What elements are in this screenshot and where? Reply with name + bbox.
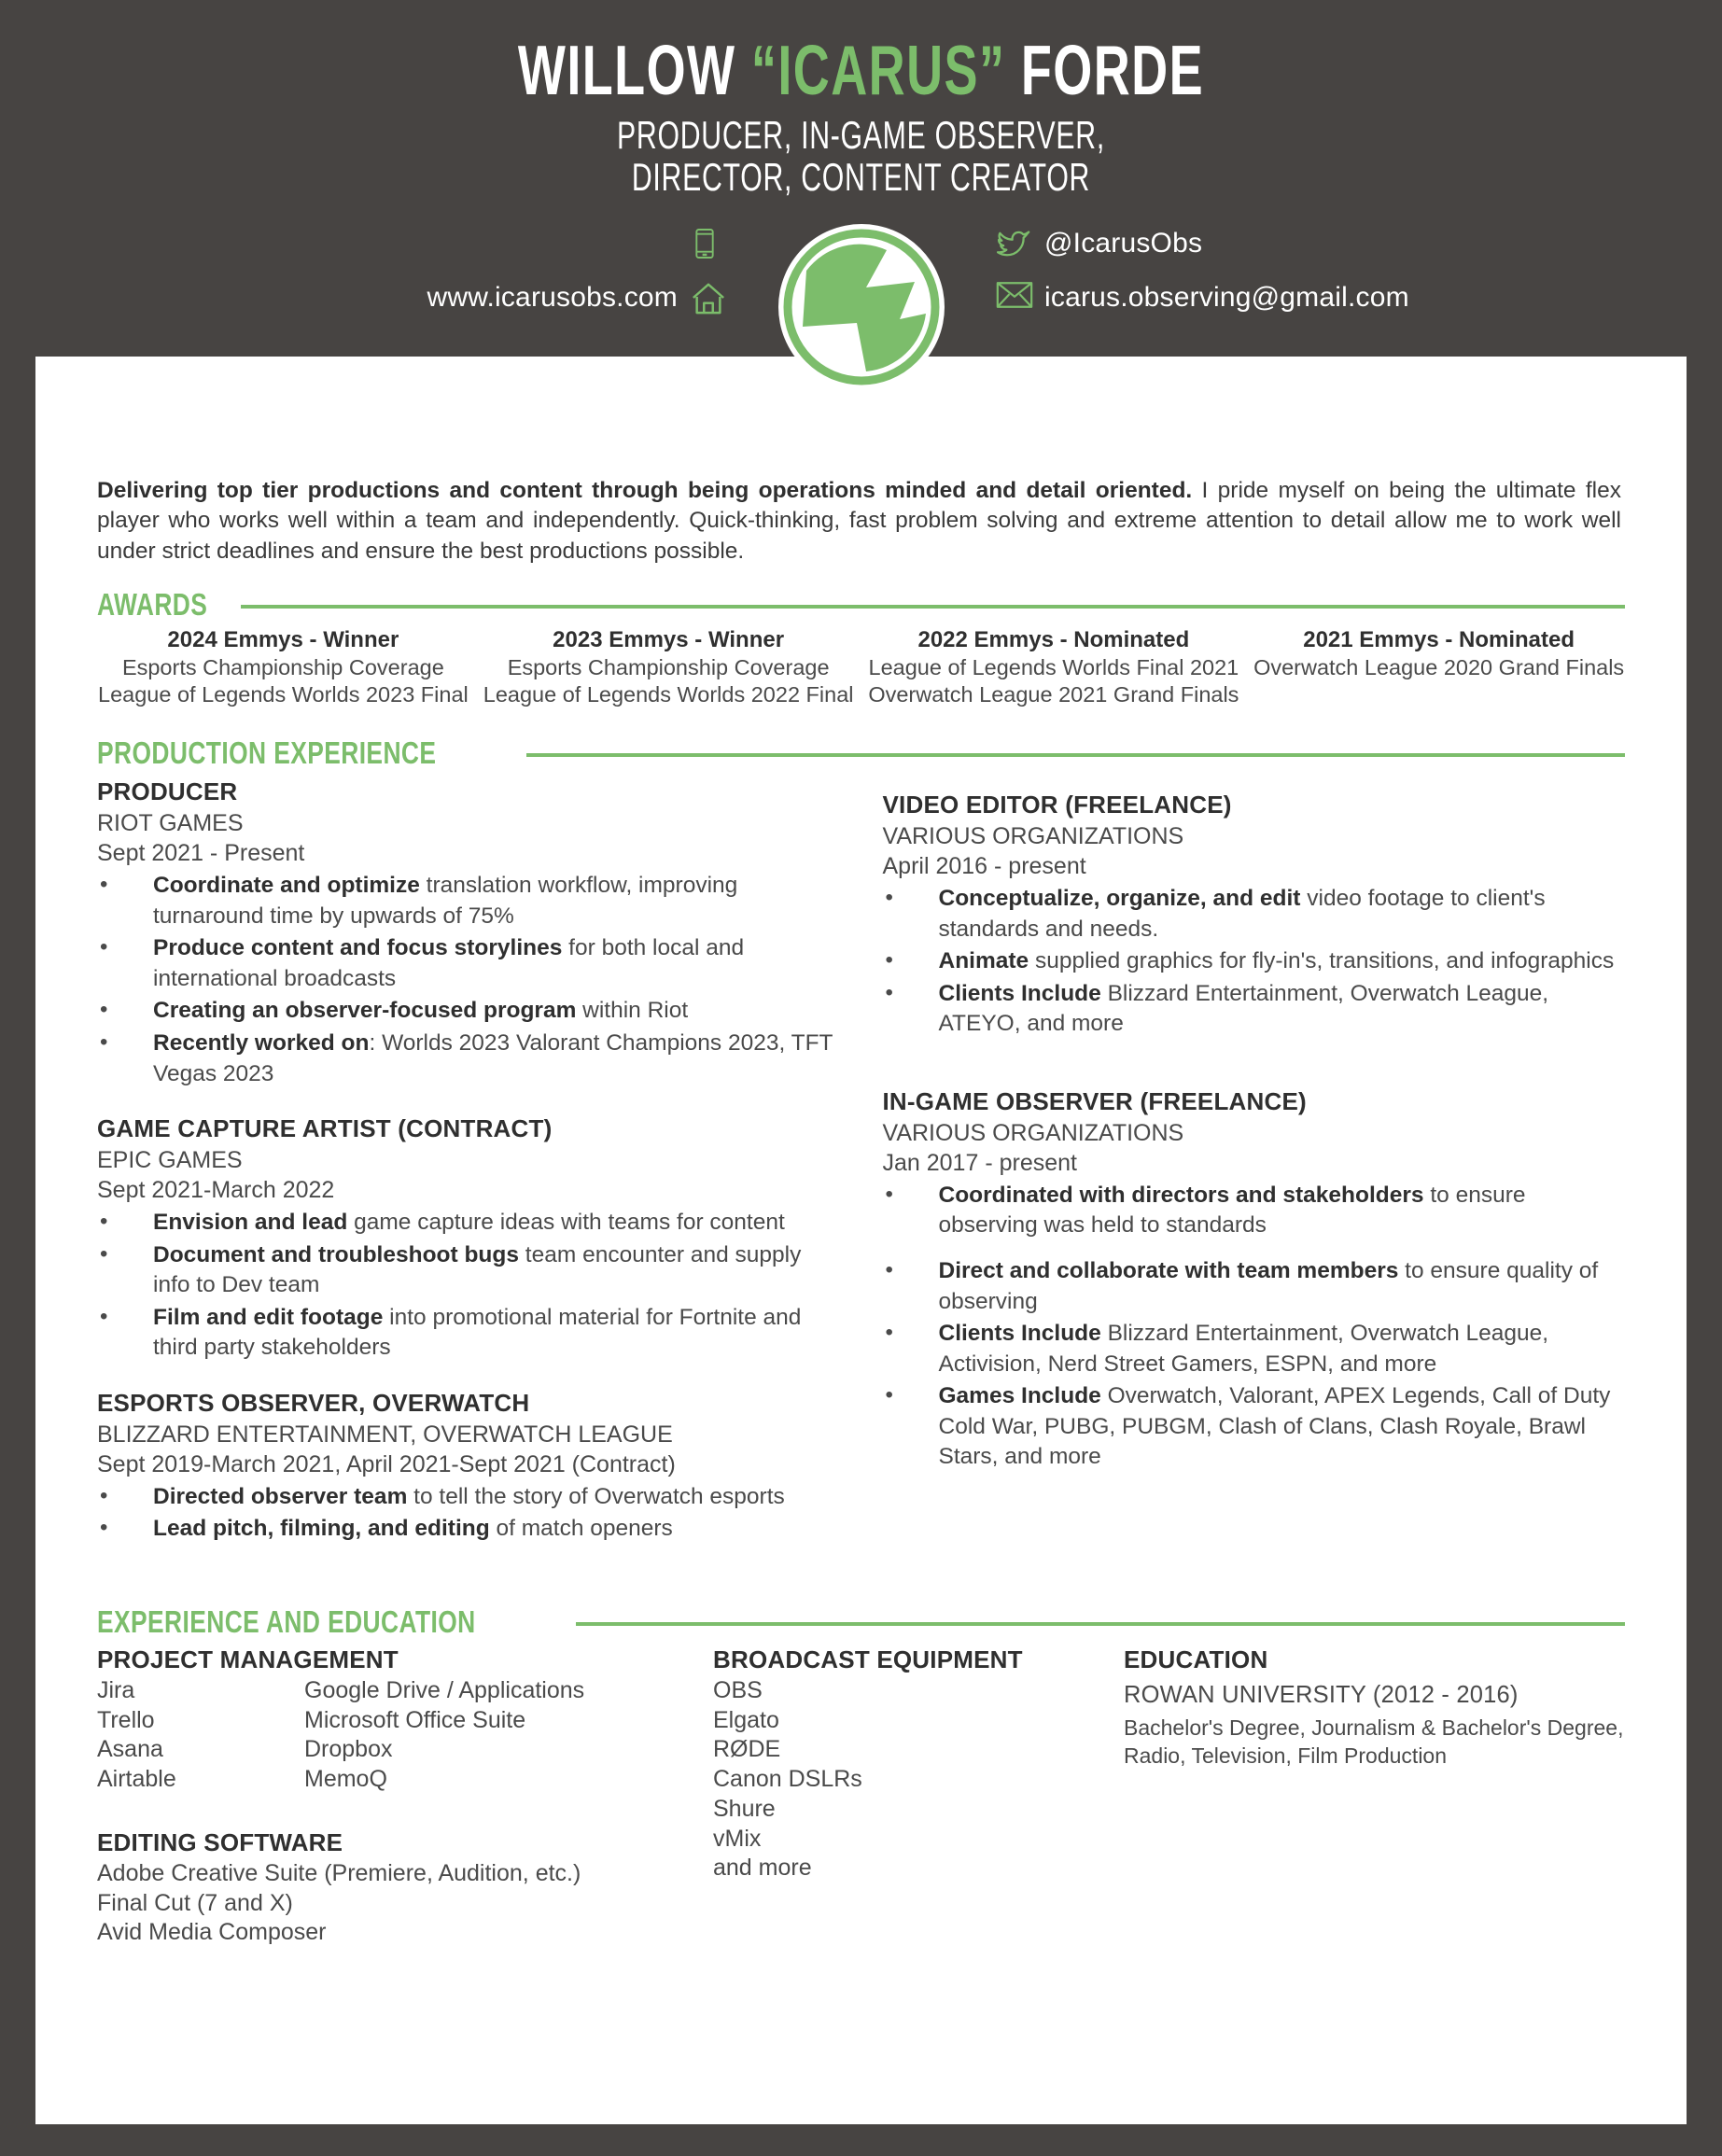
award-title: 2024 Emmys - Winner (167, 626, 399, 652)
award-item (483, 626, 855, 707)
job-entry (97, 777, 840, 1089)
bullet-text: Blizzard Entertainment, Overwatch League, Activision, Nerd Street Gamers, ESPN, and more (938, 1321, 1549, 1377)
section-header-production-experience (97, 735, 1625, 771)
page-title (267, 31, 1456, 109)
skill-item: Airtable (97, 1766, 176, 1793)
experience-column-right (883, 777, 1626, 1568)
bullet-text: supplied graphics for fly-in's, transitions, and infographics (1029, 948, 1615, 974)
education-title: EDUCATION (1124, 1645, 1268, 1673)
job-dates: Sept 2019-March 2021, April 2021-Sept 2021 (Contract) (97, 1450, 676, 1477)
bullet-bold: Coordinated with directors and stakeholders (938, 1182, 1424, 1208)
email-row[interactable] (996, 271, 1409, 325)
awards-list (97, 626, 1625, 707)
bullet-bold: Clients Include (938, 980, 1101, 1006)
job-bullets (97, 871, 840, 1089)
twitter-row[interactable] (996, 217, 1202, 271)
education-degrees: Bachelor's Degree, Journalism & Bachelor's Degree, Radio, Television, Film Production (1124, 1715, 1624, 1769)
bullet-item (883, 1256, 1626, 1317)
phone-row (691, 217, 726, 271)
bullet-text: game capture ideas with teams for content (347, 1209, 785, 1235)
bullet-bold: Games Include (938, 1383, 1101, 1409)
resume-header (35, 0, 1687, 357)
pm-column-2 (304, 1676, 584, 1795)
summary-paragraph (97, 383, 1625, 567)
skills-education-columns (97, 1644, 1625, 1948)
bullet-item (97, 1514, 840, 1545)
logo (777, 222, 946, 392)
twitter-handle-text[interactable]: @IcarusObs (1044, 228, 1203, 259)
bullet-item (883, 979, 1626, 1040)
job-role: PRODUCER (97, 777, 238, 806)
bullet-bold: Clients Include (938, 1321, 1101, 1347)
section-rule (526, 753, 1625, 757)
bullet-text: to ensure observing was held to standards (938, 1182, 1526, 1239)
job-org: VARIOUS ORGANIZATIONS (882, 823, 1184, 850)
section-header-experience-education (97, 1604, 1625, 1640)
home-icon (691, 279, 726, 316)
award-item (868, 626, 1240, 707)
bullet-item (883, 1181, 1626, 1241)
name-alias: “ICARUS” (750, 31, 1006, 109)
bullet-text: to ensure quality of observing (938, 1257, 1599, 1314)
bullet-item (97, 1240, 840, 1301)
name-first: WILLOW (517, 31, 751, 109)
skill-item: Jira (97, 1676, 135, 1703)
job-org: RIOT GAMES (97, 810, 244, 837)
envelope-icon (996, 279, 1031, 316)
section-header-awards (97, 587, 1625, 623)
editing-software-list (97, 1859, 713, 1948)
skill-item: Trello (97, 1706, 155, 1733)
bullet-item (97, 1029, 840, 1089)
broadcast-equipment-block (713, 1644, 1124, 1948)
name-last: FORDE (1005, 31, 1205, 109)
award-description: Esports Championship Coverage League of Legends Worlds 2023 Final (98, 654, 469, 707)
job-entry (883, 1086, 1626, 1473)
bullet-bold: Directed observer team (153, 1483, 408, 1509)
bullet-text: video footage to client's standards and needs. (938, 886, 1546, 942)
bullet-text: within Riot (576, 998, 689, 1024)
experience-columns (97, 777, 1625, 1568)
contact-column-right (996, 217, 1593, 325)
award-item (97, 626, 469, 707)
editing-software-title: EDITING SOFTWARE (97, 1827, 343, 1856)
skill-item: vMix (713, 1825, 762, 1852)
bullet-text: into promotional material for Fortnite and third party stakeholders (153, 1304, 802, 1361)
skill-item: Google Drive / Applications (304, 1676, 585, 1703)
bullet-bold: Lead pitch, filming, and editing (153, 1516, 490, 1542)
award-description: Overwatch League 2020 Grand Finals (1253, 654, 1625, 679)
bullet-item (97, 1208, 840, 1239)
bullet-text: for both local and international broadcasts (153, 935, 745, 991)
job-org: BLIZZARD ENTERTAINMENT, OVERWATCH LEAGUE (97, 1421, 673, 1448)
bullet-item (883, 1381, 1626, 1473)
bullet-text: Blizzard Entertainment, Overwatch League, ATEYO, and more (938, 980, 1549, 1037)
job-bullets (883, 884, 1626, 1040)
job-dates: Jan 2017 - present (882, 1149, 1077, 1176)
job-role: GAME CAPTURE ARTIST (CONTRACT) (97, 1114, 553, 1143)
award-item (1253, 626, 1625, 681)
bullet-item (883, 884, 1626, 945)
skill-item: MemoQ (304, 1766, 387, 1793)
skill-item: Avid Media Composer (97, 1919, 327, 1946)
email-text[interactable]: icarus.observing@gmail.com (1044, 282, 1409, 313)
award-title: 2021 Emmys - Nominated (1303, 626, 1575, 652)
skill-item: Dropbox (304, 1736, 393, 1763)
skill-item: Canon DSLRs (713, 1766, 862, 1793)
education-block (1124, 1644, 1625, 1948)
project-management-grid (97, 1676, 713, 1795)
job-entry (97, 1388, 840, 1545)
bullet-bold: Produce content and focus storylines (153, 935, 563, 961)
bullet-text: to tell the story of Overwatch esports (407, 1483, 785, 1509)
award-title: 2022 Emmys - Nominated (917, 626, 1190, 652)
pm-column-1 (97, 1676, 304, 1795)
bullet-bold: Coordinate and optimize (153, 873, 420, 899)
section-label-production-experience: PRODUCTION EXPERIENCE (97, 735, 437, 771)
bullet-item (97, 1303, 840, 1364)
job-bullets (883, 1181, 1626, 1473)
bullet-item (97, 871, 840, 931)
skill-item: RØDE (713, 1736, 781, 1763)
website-text[interactable]: www.icarusobs.com (427, 282, 678, 313)
editing-software-block (97, 1827, 713, 1948)
section-label-awards: AWARDS (97, 586, 208, 622)
bullet-bold: Direct and collaborate with team members (938, 1257, 1399, 1283)
bullet-item (883, 1319, 1626, 1379)
skill-item: Microsoft Office Suite (304, 1706, 526, 1733)
bullet-item (97, 996, 840, 1027)
award-title: 2023 Emmys - Winner (553, 626, 785, 652)
job-dates: April 2016 - present (882, 853, 1086, 880)
award-description: Esports Championship Coverage League of Legends Worlds 2022 Final (483, 654, 854, 707)
subtitle-line-2: DIRECTOR, CONTENT CREATOR (631, 155, 1091, 200)
bullet-bold: Animate (938, 948, 1029, 974)
skill-item: Adobe Creative Suite (Premiere, Audition, etc.) (97, 1859, 581, 1886)
job-bullets (97, 1208, 840, 1364)
bullet-bold: Creating an observer-focused program (153, 998, 577, 1024)
job-bullets (97, 1482, 840, 1545)
skill-item: Shure (713, 1795, 776, 1822)
award-description: League of Legends Worlds Final 2021 Overwatch League 2021 Grand Finals (868, 654, 1239, 707)
website-row[interactable] (427, 271, 726, 325)
mobile-phone-icon (691, 225, 726, 262)
bullet-item (883, 946, 1626, 977)
bullet-text: : Worlds 2023 Valorant Champions 2023, TFT Vegas 2023 (153, 1029, 833, 1086)
job-entry (883, 790, 1626, 1040)
bullet-text: team encounter and supply info to Dev team (153, 1241, 802, 1298)
job-entry (97, 1113, 840, 1364)
bullet-text: of match openers (489, 1516, 673, 1542)
skill-item: Asana (97, 1736, 163, 1763)
bullet-text: Overwatch, Valorant, APEX Legends, Call of Duty Cold War, PUBG, PUBGM, Clash of Clans, Clash Royale, Brawl Stars, and more (938, 1383, 1611, 1470)
summary-rest: I pride myself on being the ultimate flex player who works well within a team and independently. Quick-thinking, fast problem solving and extreme attention to detail allow me to work well under strict deadlines and ensure the best productions possible. (97, 478, 1621, 564)
skill-item: Elgato (713, 1706, 779, 1733)
bullet-item (97, 1482, 840, 1513)
bullet-text: translation workflow, improving turnaround time by upwards of 75% (153, 873, 738, 929)
section-rule (576, 1622, 1625, 1626)
bullet-bold: Film and edit footage (153, 1304, 384, 1330)
education-school: ROWAN UNIVERSITY (2012 - 2016) (1124, 1681, 1519, 1708)
bullet-bold: Document and troubleshoot bugs (153, 1241, 519, 1267)
broadcast-equipment-title: BROADCAST EQUIPMENT (713, 1645, 1023, 1673)
job-dates: Sept 2021 - Present (97, 840, 305, 867)
job-role: ESPORTS OBSERVER, OVERWATCH (97, 1388, 530, 1417)
job-role: VIDEO EDITOR (FREELANCE) (882, 791, 1232, 819)
bullet-bold: Conceptualize, organize, and edit (938, 886, 1301, 912)
job-dates: Sept 2021-March 2022 (97, 1176, 335, 1203)
skill-item: and more (713, 1855, 812, 1882)
twitter-bird-icon (996, 225, 1031, 262)
summary-bold: Delivering top tier productions and content through being operations minded and detail oriented. (97, 478, 1193, 503)
job-role: IN-GAME OBSERVER (FREELANCE) (882, 1086, 1307, 1115)
job-org: VARIOUS ORGANIZATIONS (882, 1119, 1184, 1146)
job-org: EPIC GAMES (97, 1146, 243, 1173)
experience-column-left (97, 777, 840, 1568)
contact-column-left (129, 217, 726, 325)
project-management-title: PROJECT MANAGEMENT (97, 1645, 399, 1673)
project-management-block (97, 1644, 713, 1948)
skill-item: Final Cut (7 and X) (97, 1889, 293, 1916)
pm-list-1 (97, 1676, 304, 1795)
bullet-bold: Recently worked on (153, 1029, 370, 1056)
bullet-bold: Envision and lead (153, 1209, 348, 1235)
skill-item: OBS (713, 1676, 763, 1703)
broadcast-equipment-list (713, 1676, 1124, 1883)
bullet-item (97, 933, 840, 994)
section-label-experience-education: EXPERIENCE AND EDUCATION (97, 1603, 476, 1639)
pm-list-2 (304, 1676, 584, 1795)
resume-body (35, 357, 1687, 2124)
section-rule (241, 605, 1625, 609)
subtitle-line-1: PRODUCER, IN-GAME OBSERVER, (617, 113, 1105, 157)
